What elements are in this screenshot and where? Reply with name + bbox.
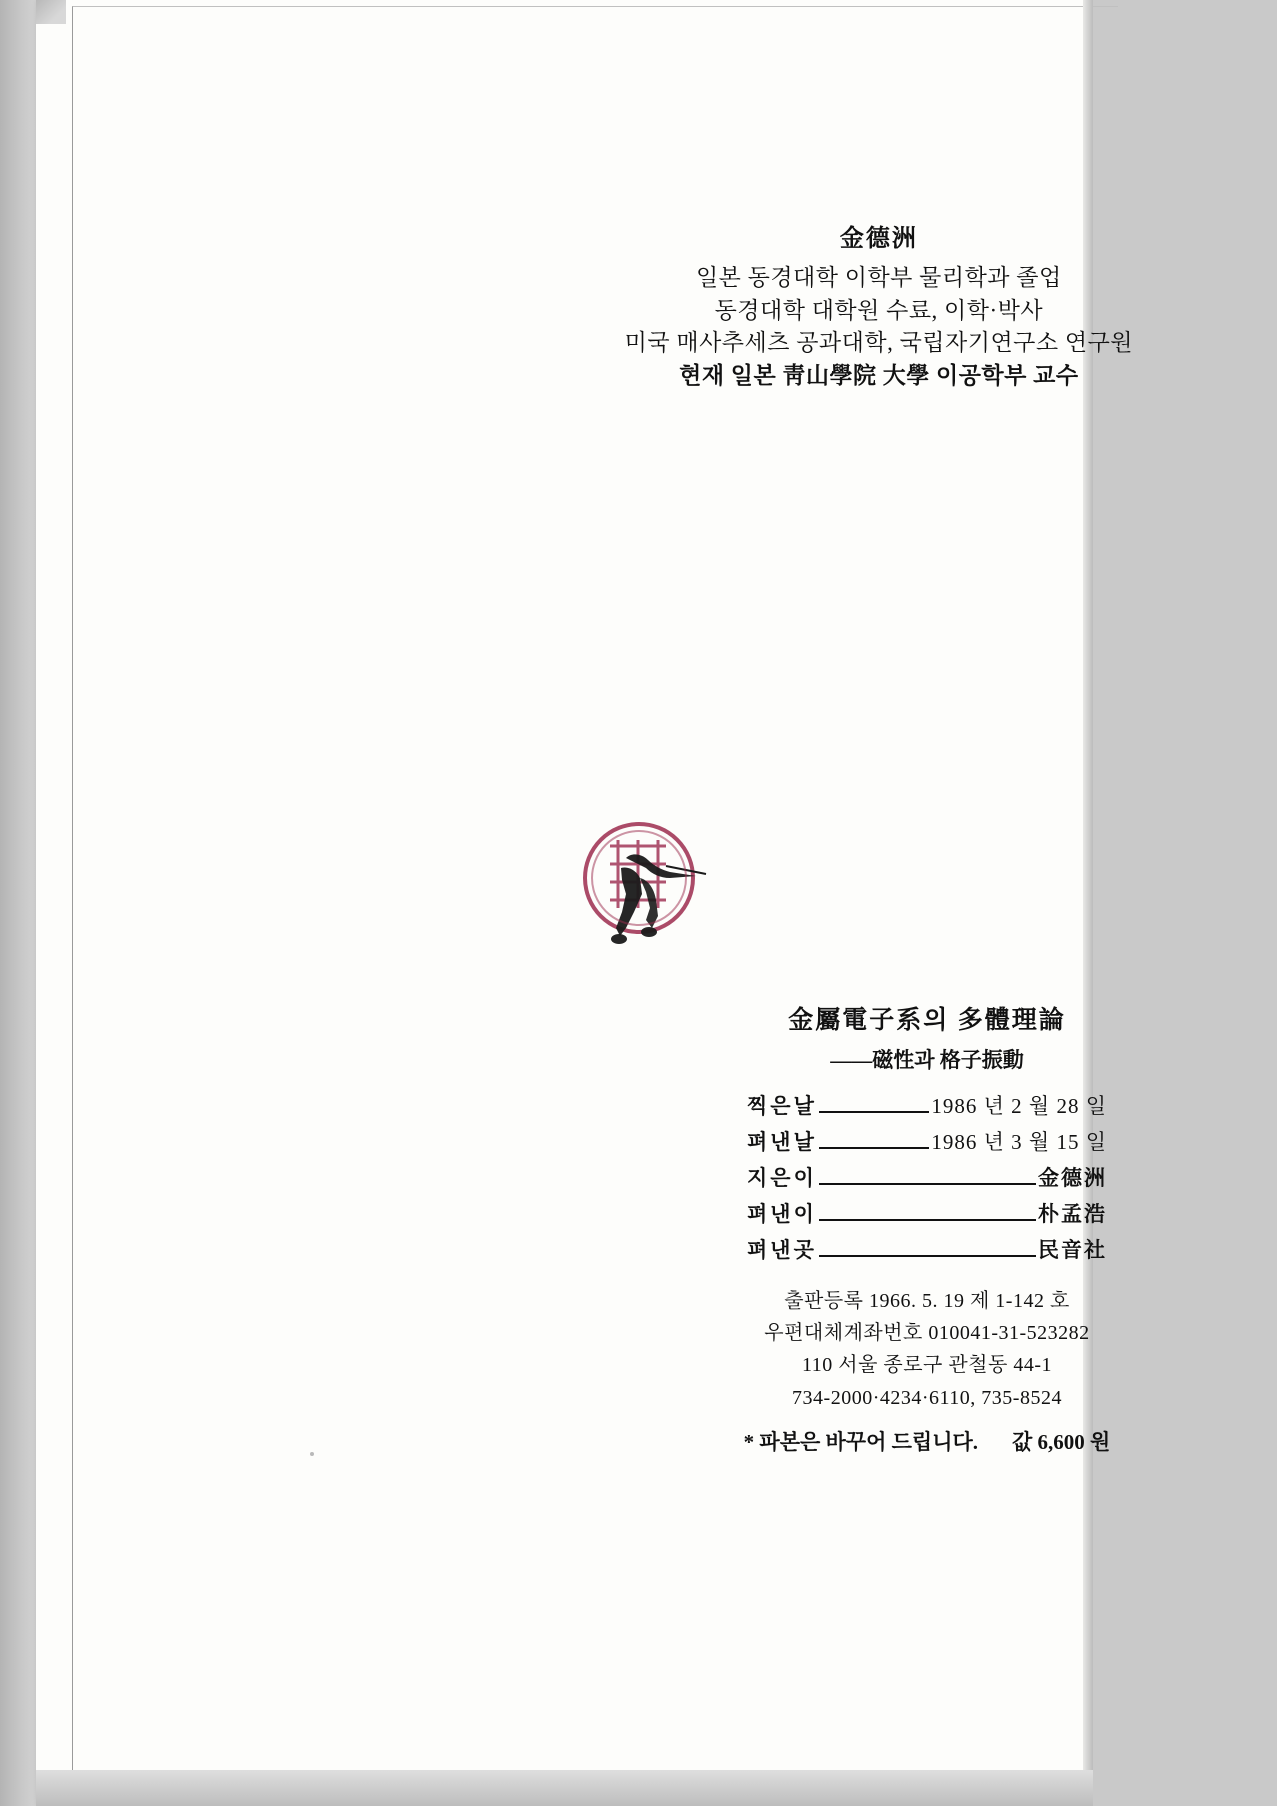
colophon-row-rule [819, 1218, 1036, 1221]
imprint-line-address: 110 서울 종로구 관철동 44-1 [802, 1354, 1052, 1377]
colophon-row [747, 1196, 1107, 1232]
colophon-row-value: 金德洲 [1038, 1166, 1107, 1191]
colophon-row [747, 1124, 1107, 1160]
author-bio-line-4: 현재 일본 靑山學院 大學 이공학부 교수 [679, 363, 1079, 389]
imprint-line-postal-account: 우편대체계좌번호 010041-31-523282 [764, 1321, 1090, 1344]
colophon-row-value: 1986 년 3 월 15 일 [931, 1130, 1107, 1155]
defect-notice: * 파본은 바꾸어 드립니다. [743, 1430, 979, 1455]
colophon-row-value: 民音社 [1038, 1238, 1107, 1263]
colophon-row [747, 1160, 1107, 1196]
colophon-row-value: 朴孟浩 [1038, 1202, 1107, 1227]
colophon-block [717, 1000, 1137, 1456]
imprint-line-phone: 734-2000·4234·6110, 735-8524 [792, 1386, 1062, 1409]
colophon-rows [747, 1088, 1107, 1269]
colophon-row-label: 펴낸날 [747, 1130, 817, 1155]
colophon-row-rule [819, 1182, 1036, 1185]
price-notice-line [717, 1426, 1137, 1456]
imprint-line-registration: 출판등록 1966. 5. 19 제 1-142 호 [784, 1289, 1070, 1312]
author-name: 金德洲 [839, 226, 918, 252]
colophon-subtitle: ——磁性과 格子振動 [830, 1048, 1024, 1072]
author-bio-line-2: 동경대학 대학원 수료, 이학·박사 [714, 297, 1044, 323]
colophon-title: 金屬電子系의 多體理論 [788, 1007, 1066, 1034]
colophon-row-rule [819, 1254, 1036, 1257]
paper-speck [310, 1452, 314, 1456]
colophon-row-value: 1986 년 2 월 28 일 [931, 1094, 1107, 1118]
price-value: 값 6,600 원 [1012, 1430, 1111, 1455]
author-profile [625, 222, 1133, 393]
publisher-seal-icon [566, 816, 716, 966]
scan-left-shadow [0, 0, 36, 1806]
colophon-row-label: 펴낸이 [747, 1202, 817, 1227]
colophon-row [747, 1232, 1107, 1268]
page-bottom-edge [36, 1770, 1093, 1806]
colophon-row-label: 찍은날 [747, 1094, 817, 1118]
colophon-row-label: 펴낸곳 [747, 1238, 817, 1263]
colophon-row [747, 1088, 1107, 1124]
colophon-row-label: 지은이 [747, 1166, 817, 1191]
page-corner-fold [36, 0, 66, 24]
author-bio-line-3: 미국 매사추세츠 공과대학, 국립자기연구소 연구원 [624, 330, 1133, 356]
colophon-row-rule [819, 1110, 930, 1113]
colophon-row-rule [819, 1146, 930, 1149]
author-bio-line-1: 일본 동경대학 이학부 물리학과 졸업 [695, 265, 1062, 291]
imprint-block [717, 1285, 1137, 1415]
